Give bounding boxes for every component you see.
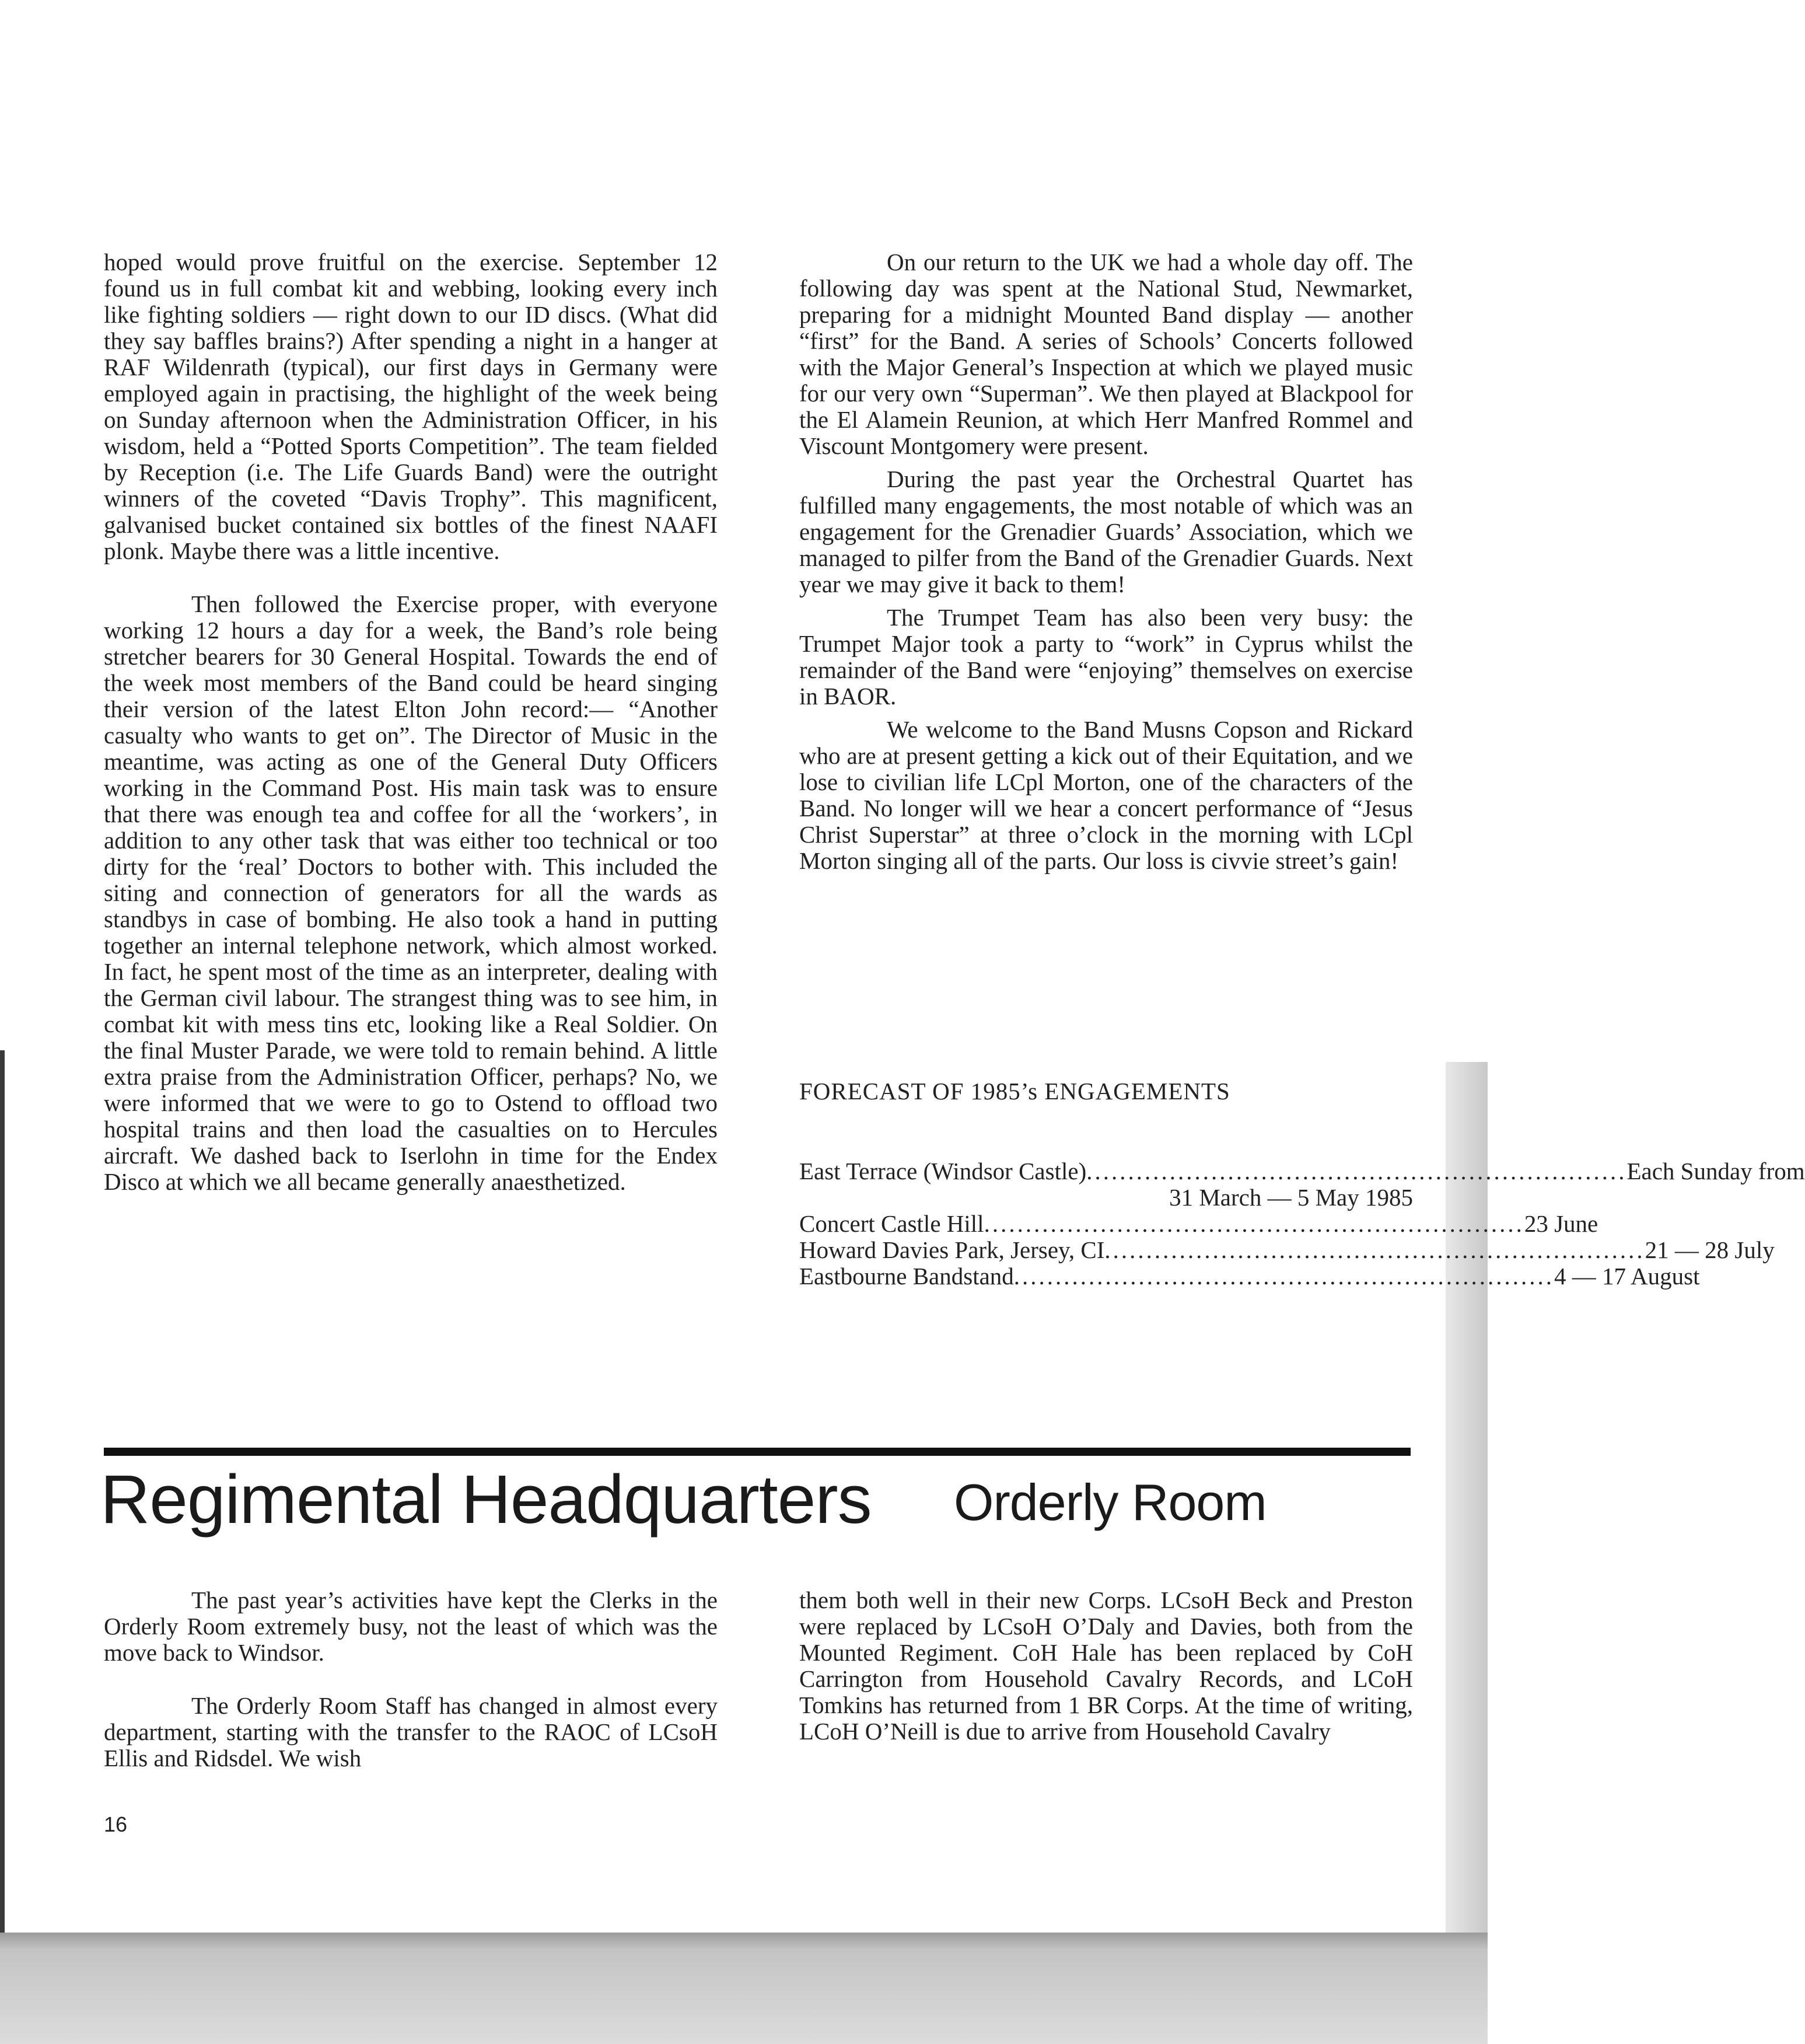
article-right-column <box>799 249 1413 874</box>
section-right-column <box>799 1587 1413 1745</box>
article-paragraph: The Trumpet Team has also been very busy: the Trumpet Major took a party to “work” in Cyprus whilst the remainder of the Band were “enjoying” themselves on exercise in BAOR. <box>799 604 1413 710</box>
leader-dots: ................................................................. <box>984 1210 1524 1237</box>
section-subtitle: Orderly Room <box>954 1473 1267 1531</box>
article-left-column <box>104 249 718 1195</box>
leader-dots: ................................................................. <box>1104 1236 1645 1263</box>
forecast-item <box>799 1263 1700 1290</box>
forecast-item-date: 4 — 17 August <box>1554 1263 1700 1290</box>
forecast-item <box>799 1236 1775 1263</box>
scan-left-edge <box>0 1050 5 2044</box>
forecast-heading: FORECAST OF 1985’s ENGAGEMENTS <box>799 1078 1230 1105</box>
page-number: 16 <box>104 1812 128 1836</box>
article-paragraph: We welcome to the Band Musns Copson and Rickard who are at present getting a kick out of their Equitation, and we lose to civilian life LCpl Morton, one of the characters of the Band. No longer will we hear a concert performance of “Jesus Christ Superstar” at three o’clock in the morning with LCpl Morton singing all of the parts. Our loss is civvie street’s gain! <box>799 716 1413 874</box>
forecast-item-name: East Terrace (Windsor Castle) <box>799 1158 1087 1185</box>
section-paragraph: them both well in their new Corps. LCsoH Beck and Preston were replaced by LCsoH O’Daly and Davies, both from the Mounted Regiment. CoH Hale has been replaced by CoH Carrington from Household Cavalry Records, and LCoH Tomkins has returned from 1 BR Corps. At the time of writing, LCoH O’Neill is due to arrive from Household Cavalry <box>799 1587 1413 1745</box>
article-paragraph: Then followed the Exercise proper, with everyone working 12 hours a day for a week, the Band’s role being stretcher bearers for 30 General Hospital. Towards the end of the week most members of the Band could be heard singing their version of the latest Elton John record:— “Another casualty who wants to get on”. The Director of Music in the meantime, was acting as one of the General Duty Officers working in the Command Post. His main task was to ensure that there was enough tea and coffee for all the ‘workers’, in addition to any other task that was either too technical or too dirty for the ‘real’ Doctors to bother with. This included the siting and connection of generators for all the wards as standbys in case of bombing. He also took a hand in putting together an internal telephone network, which almost worked. In fact, he spent most of the time as an interpreter, dealing with the German civil labour. The strangest thing was to see him, in combat kit with mess tins etc, looking like a Real Soldier. On the final Muster Parade, we were told to remain behind. A little extra praise from the Administration Officer, perhaps? No, we were informed that we were to go to Ostend to offload two hospital trains and then load the casualties on to Hercules aircraft. We dashed back to Iserlohn in time for the Endex Disco at which we all became generally anaesthetized. <box>104 591 718 1195</box>
section-paragraph: The Orderly Room Staff has changed in almost every department, starting with the transfer to the RAOC of LCsoH Ellis and Ridsdel. We wish <box>104 1692 718 1772</box>
section-left-column <box>104 1587 718 1772</box>
scan-bottom-edge <box>0 1933 1488 2044</box>
forecast-item <box>799 1210 1598 1237</box>
forecast-item-date: Each Sunday from <box>1626 1158 1805 1185</box>
article-paragraph: During the past year the Orchestral Quartet has fulfilled many engagements, the most notable of which was an engagement for the Grenadier Guards’ Association, which we managed to pilfer from the Band of the Grenadier Guards. Next year we may give it back to them! <box>799 466 1413 598</box>
scan-page-edge-shadow <box>1446 1062 1488 2044</box>
forecast-item-name: Concert Castle Hill <box>799 1210 984 1237</box>
forecast-item-name: Howard Davies Park, Jersey, CI <box>799 1236 1105 1263</box>
forecast-item-name: Eastbourne Bandstand <box>799 1263 1014 1290</box>
forecast-item-date: 21 — 28 July <box>1645 1236 1775 1263</box>
forecast-item-date-continuation: 31 March — 5 May 1985 <box>1169 1184 1413 1211</box>
article-paragraph: On our return to the UK we had a whole day off. The following day was spent at the National Stud, Newmarket, preparing for a midnight Mounted Band display — another “first” for the Band. A series of Schools’ Concerts followed with the Major General’s Inspection at which we played music for our very own “Superman”. We then played at Blackpool for the El Alamein Reunion, at which Herr Manfred Rommel and Viscount Montgomery were present. <box>799 249 1413 459</box>
forecast-list <box>799 1158 1805 1290</box>
leader-dots: ................................................................. <box>1086 1158 1627 1185</box>
forecast-item <box>799 1158 1805 1185</box>
leader-dots: ................................................................. <box>1013 1263 1555 1290</box>
section-title: Regimental Headquarters <box>100 1461 872 1538</box>
article-paragraph: hoped would prove fruitful on the exercise. September 12 found us in full combat kit and webbing, looking every inch like fighting soldiers — right down to our ID discs. (What did they say baffles brains?) After spending a night in a hanger at RAF Wildenrath (typical), our first days in Germany were employed again in practising, the highlight of the week being on Sunday afternoon when the Administration Officer, in his wisdom, held a “Potted Sports Competition”. The team fielded by Reception (i.e. The Life Guards Band) were the outright winners of the coveted “Davis Trophy”. This magnificent, galvanised bucket contained six bottles of the finest NAAFI plonk. Maybe there was a little incentive. <box>104 249 718 564</box>
section-paragraph: The past year’s activities have kept the Clerks in the Orderly Room extremely busy, not the least of which was the move back to Windsor. <box>104 1587 718 1666</box>
section-divider-rule <box>104 1448 1411 1456</box>
forecast-item-date: 23 June <box>1524 1210 1598 1237</box>
